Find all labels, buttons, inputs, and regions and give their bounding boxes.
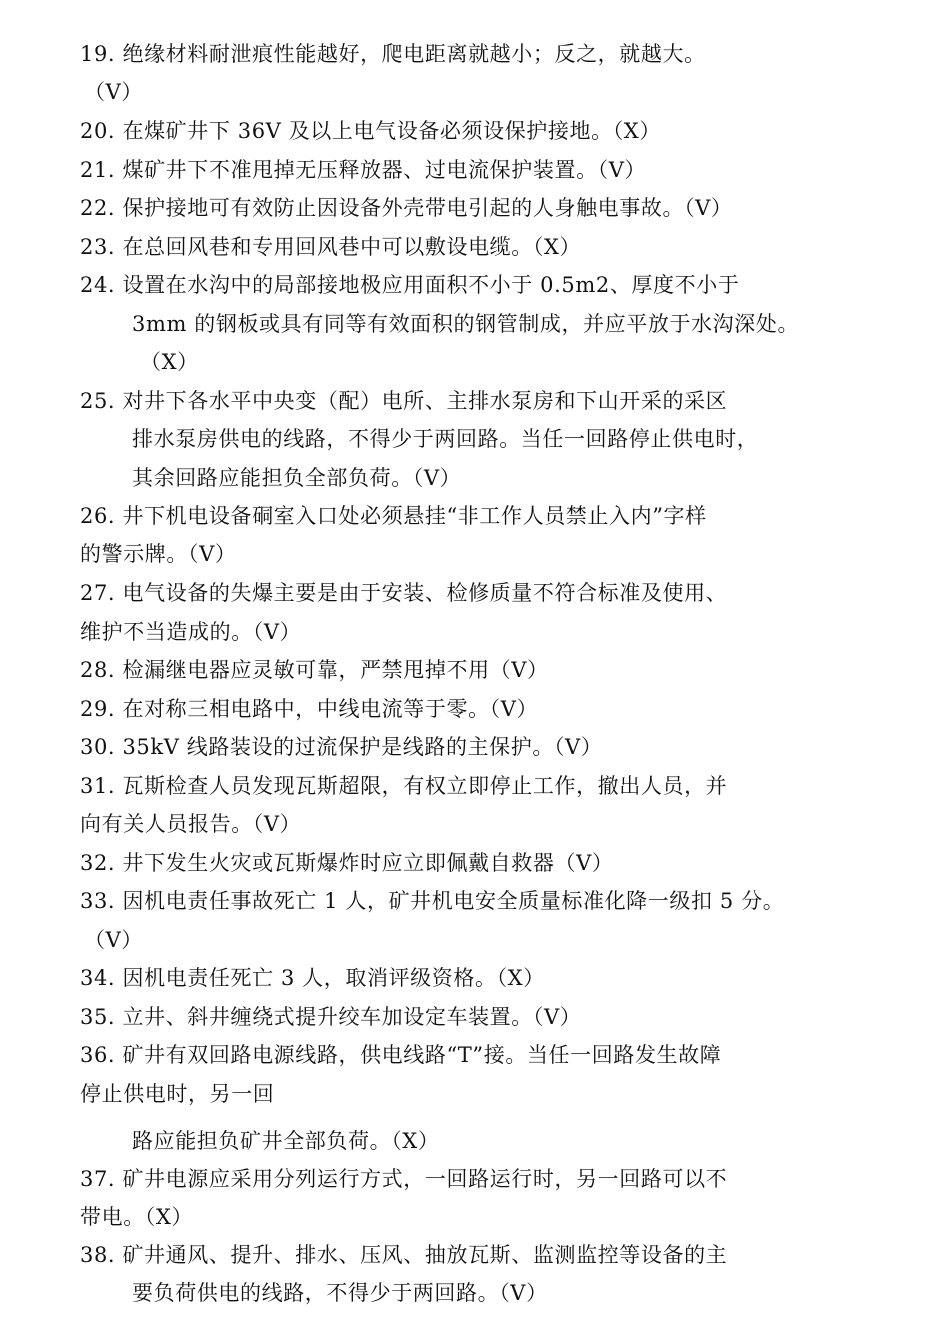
text-line: 带电。（X） (80, 1205, 194, 1229)
text-line: 21. 煤矿井下不准甩掉无压释放器、过电流保护装置。（V） (80, 158, 647, 182)
text-line: 维护不当造成的。（V） (80, 620, 302, 644)
text-line: 27. 电气设备的失爆主要是由于安装、检修质量不符合标准及使用、 (80, 581, 728, 605)
text-line: 停止供电时，另一回 (80, 1082, 275, 1106)
text-line: 37. 矿井电源应采用分列运行方式，一回路运行时，另一回路可以不 (80, 1167, 728, 1191)
text-line: （X） (140, 350, 199, 374)
text-line: 22. 保护接地可有效防止因设备外壳带电引起的人身触电事故。（V） (80, 196, 733, 220)
text-line: 32. 井下发生火灾或瓦斯爆炸时应立即佩戴自救器（V） (80, 851, 614, 875)
text-line: 33. 因机电责任事故死亡 1 人，矿井机电安全质量标准化降一级扣 5 分。 (80, 889, 785, 913)
text-line: 3mm 的钢板或具有同等有效面积的钢管制成，并应平放于水沟深处。 (132, 312, 800, 336)
text-line: 31. 瓦斯检查人员发现瓦斯超限，有权立即停止工作，撤出人员，并 (80, 774, 728, 798)
text-line: （V） (84, 80, 143, 104)
text-line: 36. 矿井有双回路电源线路，供电线路“T”接。当任一回路发生故障 (80, 1043, 722, 1067)
text-line: 20. 在煤矿井下 36V 及以上电气设备必须设保护接地。（X） (80, 119, 661, 143)
text-line: 28. 检漏继电器应灵敏可靠，严禁甩掉不用（V） (80, 658, 549, 682)
text-line: 23. 在总回风巷和专用回风巷中可以敷设电缆。（X） (80, 235, 582, 259)
text-line: 25. 对井下各水平中央变（配）电所、主排水泵房和下山开采的采区 (80, 389, 728, 413)
text-line: 要负荷供电的线路，不得少于两回路。（V） (132, 1281, 548, 1305)
text-line: 的警示牌。（V） (80, 542, 237, 566)
text-line: 30. 35kV 线路装设的过流保护是线路的主保护。（V） (80, 735, 603, 759)
text-line: 29. 在对称三相电路中，中线电流等于零。（V） (80, 697, 539, 721)
text-line: 24. 设置在水沟中的局部接地极应用面积不小于 0.5m2、厚度不小于 (80, 273, 740, 297)
text-line: 35. 立井、斜井缠绕式提升绞车加设定车装置。（V） (80, 1005, 582, 1029)
text-line: （V） (84, 928, 143, 952)
text-line: 排水泵房供电的线路，不得少于两回路。当任一回路停止供电时， (132, 427, 759, 451)
text-line: 26. 井下机电设备硐室入口处必须悬挂“非工作人员禁止入内”字样 (80, 504, 707, 528)
text-line: 19. 绝缘材料耐泄痕性能越好，爬电距离就越小；反之，就越大。 (80, 42, 706, 66)
text-line: 向有关人员报告。（V） (80, 812, 302, 836)
text-line: 路应能担负矿井全部负荷。（X） (132, 1129, 440, 1153)
text-line: 其余回路应能担负全部负荷。（V） (132, 466, 462, 490)
text-line: 34. 因机电责任死亡 3 人，取消评级资格。（X） (80, 966, 545, 990)
text-line: 38. 矿井通风、提升、排水、压风、抽放瓦斯、监测监控等设备的主 (80, 1243, 728, 1267)
